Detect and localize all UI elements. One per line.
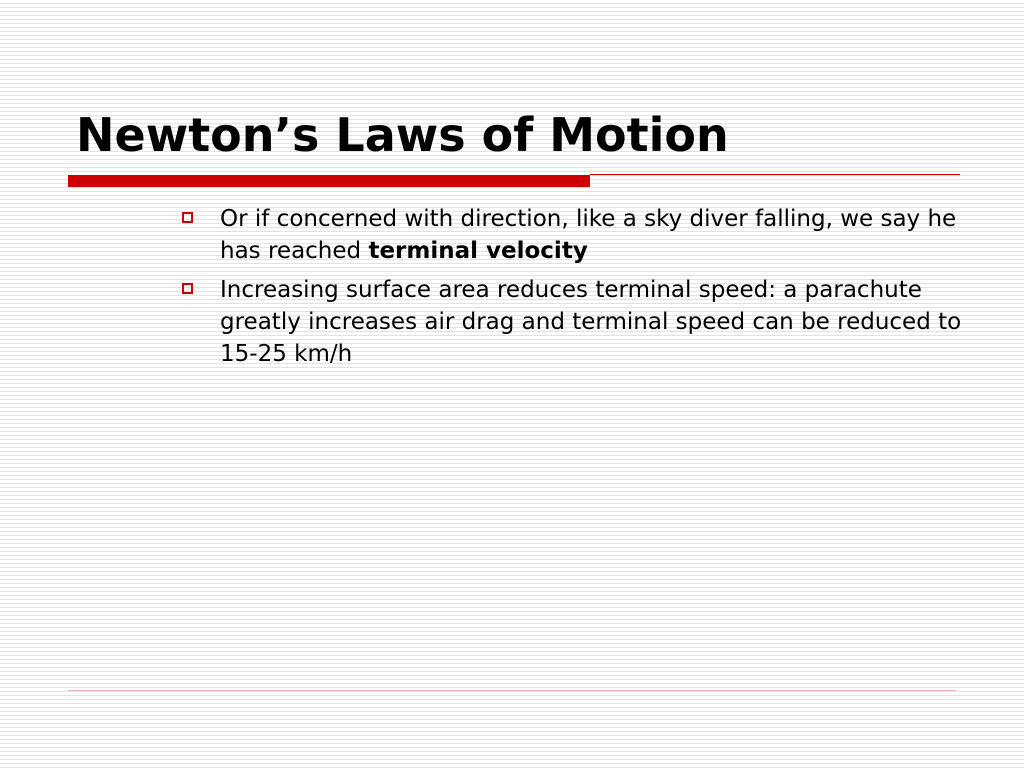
title-underline-thick: [68, 175, 590, 187]
bullet-item: [178, 203, 968, 267]
title-underline-thin: [590, 174, 960, 175]
bullet-text-plain: Or if concerned with direction, like a sky diver falling, we say he has reached: [220, 206, 957, 264]
bullet-text-plain: Increasing surface area reduces terminal speed: a parachute greatly increases air drag and terminal speed can be reduced to 15-25 km/h: [220, 277, 962, 367]
bullet-text-bold: terminal velocity: [368, 238, 588, 264]
bullet-text: [220, 277, 961, 367]
footer-divider: [68, 690, 956, 691]
slide-title: Newton’s Laws of Motion: [76, 108, 729, 162]
hollow-square-bullet-icon: [182, 212, 193, 223]
bullet-list: [178, 203, 968, 377]
bullet-text: [220, 206, 956, 264]
hollow-square-bullet-icon: [182, 283, 193, 294]
bullet-item: [178, 274, 968, 370]
